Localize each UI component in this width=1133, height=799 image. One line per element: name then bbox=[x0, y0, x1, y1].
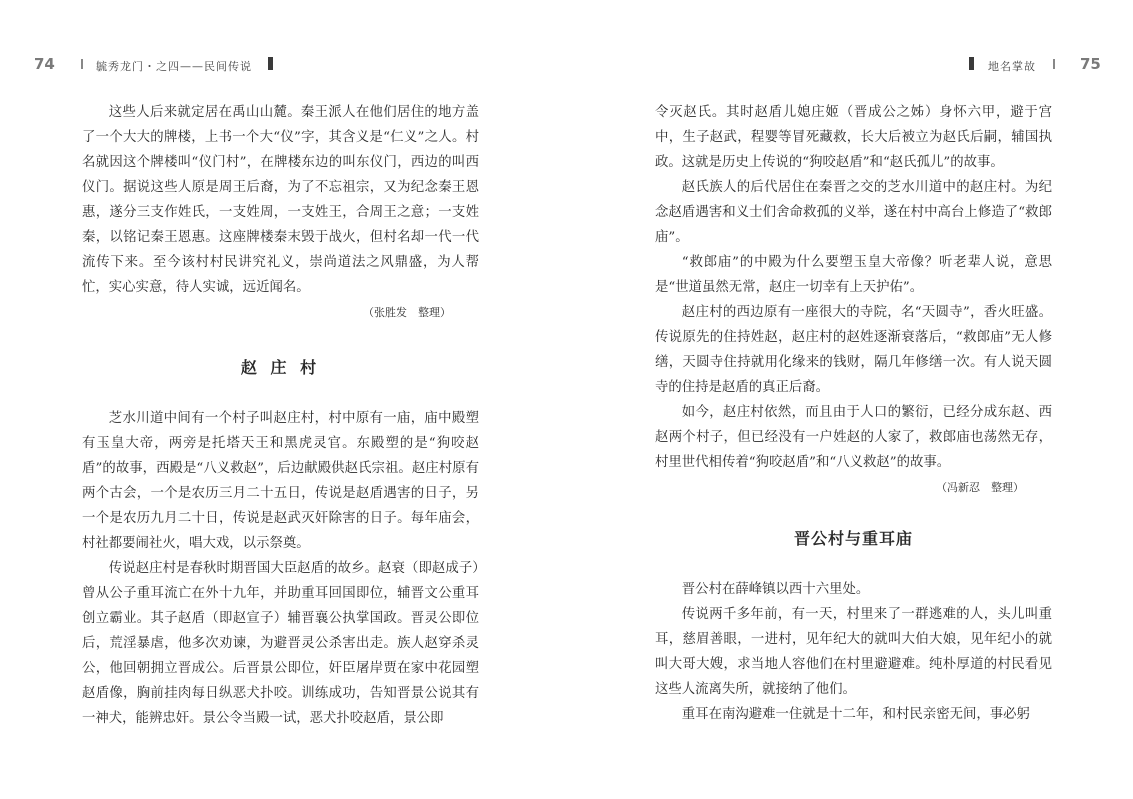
paragraph: 晋公村在薛峰镇以西十六里处。 bbox=[681, 582, 870, 597]
paragraph: 如今，赵庄村依然，而且由于人口的繁衍，已经分成东赵、西赵两个村子，但已经没有一户姓赵的人家了，救郎庙也荡然无存，村里世代相传着“狗咬赵盾”和“八义救赵”的故事。 bbox=[655, 405, 1052, 470]
paragraph: 传说两千多年前，有一天，村里来了一群逃难的人，头儿叫重耳，慈眉善眼，一进村，见年纪大的就叫大伯大娘，见年纪小的就叫大哥大嫂，求当地人容他们在村里避避难。纯朴厚道的村民看见这些人流离失所，就接纳了他们。 bbox=[655, 607, 1052, 697]
header-block-mark bbox=[268, 57, 273, 70]
paragraph: “救郎庙”的中殿为什么要塑玉皇大帝像？听老辈人说，意思是“世道虽然无常，赵庄一切幸有上天护佑”。 bbox=[655, 255, 1052, 295]
left-running-title: 毓秀龙门・之四——民间传说 bbox=[96, 60, 252, 73]
author-credit: （张胜发 整理） bbox=[363, 306, 451, 319]
section-title: 赵 庄 村 bbox=[240, 358, 321, 377]
section-title: 晋公村与重耳庙 bbox=[793, 529, 913, 548]
paragraph: 传说赵庄村是春秋时期晋国大臣赵盾的故乡。赵衰（即赵成子）曾从公子重耳流亡在外十九年，并助重耳回国即位，辅晋文公重耳创立霸业。其子赵盾（即赵宣子）辅晋襄公执掌国政。晋灵公即位后，荒淫暴虐，他多次劝谏，为避晋灵公杀害出走。族人赵穿杀灵公，他回朝拥立晋成公。后晋景公即位，奸臣屠岸贾在家中花园塑赵盾像，胸前挂肉每日纵恶犬扑咬。训练成功，告知晋景公说其有一神犬，能辨忠奸。景公令当殿一试，恶犬扑咬赵盾，景公即 bbox=[82, 561, 479, 726]
header-divider bbox=[81, 59, 83, 69]
right-page-body bbox=[655, 100, 1052, 727]
paragraph: 赵庄村的西边原有一座很大的寺院，名“天圆寺”，香火旺盛。传说原先的住持姓赵，赵庄村的赵姓逐渐衰落后，“救郎庙”无人修缮，天圆寺住持就用化缘来的钱财，隔几年修缮一次。有人说天圆寺的住持是赵盾的真正后裔。 bbox=[655, 305, 1052, 395]
left-page-body bbox=[82, 100, 479, 731]
paragraph: 赵氏族人的后代居住在秦晋之交的芝水川道中的赵庄村。为纪念赵盾遇害和义士们舍命救孤的义举，遂在村中高台上修造了“救郎庙”。 bbox=[655, 180, 1052, 245]
author-credit: （冯新忍 整理） bbox=[936, 481, 1024, 494]
right-running-title: 地名掌故 bbox=[988, 60, 1036, 73]
paragraph: 芝水川道中间有一个村子叫赵庄村，村中原有一庙，庙中殿塑有玉皇大帝，两旁是托塔天王和黑虎灵官。东殿塑的是“狗咬赵盾”的故事，西殿是“八义救赵”，后边献殿供赵氏宗祖。赵庄村原有两个古会，一个是农历三月二十五日，传说是赵盾遇害的日子，另一个是农历九月二十日，传说是赵武灭奸除害的日子。每年庙会，村社都要闹社火，唱大戏，以示祭奠。 bbox=[82, 411, 479, 551]
right-page-number: 75 bbox=[1080, 55, 1101, 73]
paragraph: 重耳在南沟避难一住就是十二年，和村民亲密无间，事必躬 bbox=[681, 707, 1030, 722]
left-page-number: 74 bbox=[34, 55, 55, 73]
paragraph: 令灭赵氏。其时赵盾儿媳庄姬（晋成公之姊）身怀六甲，避于宫中，生子赵武，程婴等冒死藏救，长大后被立为赵氏后嗣，辅国执政。这就是历史上传说的“狗咬赵盾”和“赵氏孤儿”的故事。 bbox=[655, 105, 1052, 170]
header-block-mark bbox=[969, 57, 974, 70]
header-divider bbox=[1053, 59, 1055, 69]
paragraph: 这些人后来就定居在禹山山麓。秦王派人在他们居住的地方盖了一个大大的牌楼，上书一个大“仪”字，其含义是“仁义”之人。村名就因这个牌楼叫“仪门村”，在牌楼东边的叫东仪门，西边的叫西仪门。据说这些人原是周王后裔，为了不忘祖宗，又为纪念秦王恩惠，遂分三支作姓氏，一支姓周，一支姓王，合周王之意；一支姓秦，以铭记秦王恩惠。这座牌楼秦末毁于战火，但村名却一代一代流传下来。至今该村村民讲究礼义，崇尚道法之风鼎盛，为人帮忙，实心实意，待人实诚，远近闻名。 bbox=[82, 105, 479, 295]
